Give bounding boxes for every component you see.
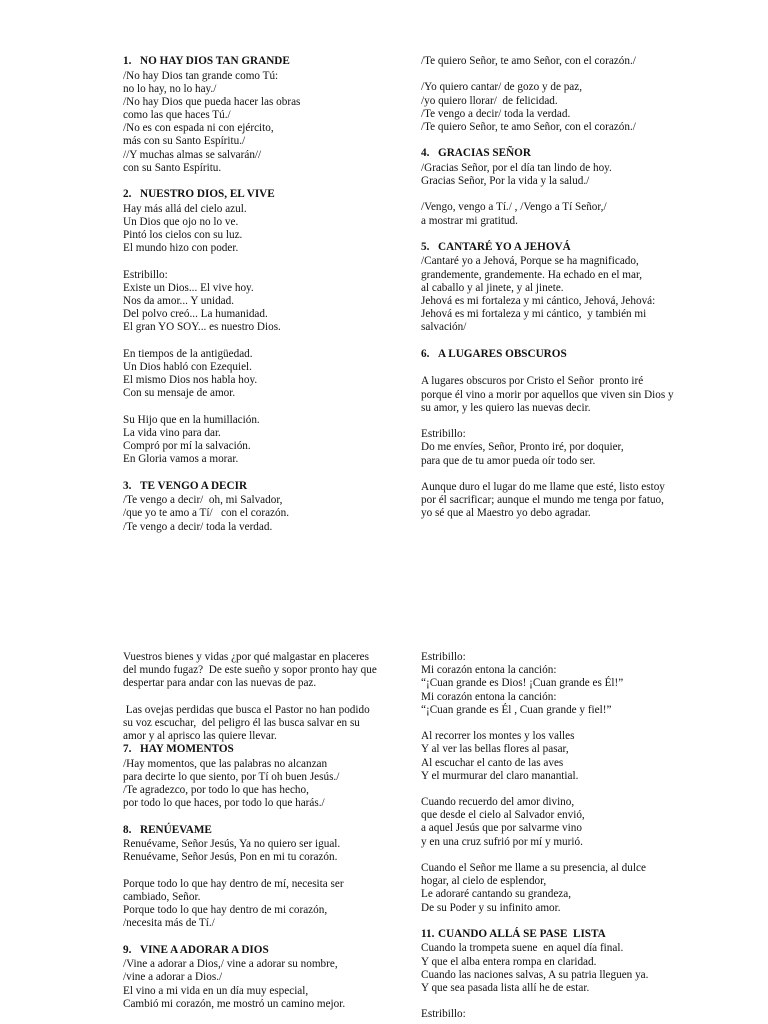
blank-line — [421, 134, 674, 147]
song-number: 11. — [421, 927, 435, 940]
lyric-line: como las que haces Tú./ — [123, 109, 231, 122]
lyric-line: por todo lo que haces, por todo lo que harás./ — [123, 797, 325, 810]
lyric-line: más con su Santo Espíritu./ — [123, 135, 246, 148]
lyric-line: El gran YO SOY... es nuestro Dios. — [123, 321, 281, 334]
lyric-line: /No hay Dios tan grande como Tú: — [123, 69, 279, 82]
song-title: NUESTRO DIOS, EL VIVE — [140, 188, 275, 201]
lyric-line: //Y muchas almas se salvarán// — [123, 148, 262, 161]
lyric-line: Jehová es mi fortaleza y mi cántico, Jehová, Jehová: — [421, 295, 656, 307]
blank-line — [421, 335, 674, 348]
lyric-line: /que yo te amo a Tí/ con el corazón. — [123, 507, 289, 520]
song-number: 3. — [123, 479, 132, 492]
lyric-line: que desde el cielo al Salvador envió, — [421, 809, 585, 822]
blank-line — [123, 466, 300, 479]
lyric-line: Porque todo lo que hay dentro de mí, necesita ser — [123, 877, 344, 890]
lyric-line: Cuando las naciones salvas, A su patria lleguen ya. — [421, 968, 649, 981]
song-number: 4. — [421, 147, 430, 160]
lyric-line: Con su mensaje de amor. — [123, 387, 236, 400]
lyric-line: El mundo hizo con poder. — [123, 242, 239, 255]
lyric-line: /Hay momentos, que las palabras no alcanzan — [123, 757, 328, 770]
lyric-line: En Gloria vamos a morar. — [123, 453, 239, 466]
column-top-right — [421, 55, 674, 521]
lyric-line: /No es con espada ni con ejército, — [123, 122, 274, 135]
lyric-line: Mi corazón entona la canción: — [421, 664, 557, 677]
lyric-line: El vino a mi vida en un día muy especial, — [123, 984, 309, 997]
song-title: NO HAY DIOS TAN GRANDE — [140, 55, 290, 67]
song-title: VINE A ADORAR A DIOS — [140, 943, 269, 956]
blank-line — [123, 865, 377, 878]
lyric-line: Existe un Dios... El vive hoy. — [123, 281, 254, 294]
song-number: 1. — [123, 55, 132, 67]
lyric-line: Estribillo: — [421, 1008, 466, 1021]
song-number: 8. — [123, 823, 132, 836]
lyric-line: para decirte lo que siento, por Tí oh buen Jesús./ — [123, 771, 340, 783]
lyric-line: a mostrar mi gratitud. — [421, 214, 518, 227]
song-number: 9. — [123, 943, 132, 956]
blank-line — [123, 175, 300, 188]
lyric-line: Nos da amor... Y unidad. — [123, 295, 235, 307]
lyric-line: /Te vengo a decir/ oh, mi Salvador, — [123, 494, 283, 507]
lyric-line: Compró por mí la salvación. — [123, 440, 251, 453]
lyric-line: grandemente, grandemente. Ha echado en el mar, — [421, 268, 643, 281]
song-number: 7. — [123, 743, 132, 756]
song-heading — [123, 824, 377, 839]
lyric-line: /Gracias Señor, por el día tan lindo de hoy. — [421, 161, 612, 174]
lyric-line: /Te agradezco, por todo lo que has hecho, — [123, 784, 309, 797]
lyric-line: /Vine a adorar a Dios,/ vine a adorar su nombre, — [123, 958, 338, 971]
lyric-line: Renuévame, Señor Jesús, Ya no quiero ser igual. — [123, 838, 341, 851]
lyric-line: Del polvo creó... La humanidad. — [123, 308, 268, 321]
blank-line — [421, 995, 648, 1008]
song-number: 2. — [123, 188, 132, 201]
lyric-line: Porque todo lo que hay dentro de mi corazón, — [123, 904, 328, 917]
song-title: CANTARÉ YO A JEHOVÁ — [438, 240, 571, 253]
lyric-line: despertar para andar con las nuevas de paz. — [123, 677, 317, 690]
lyric-line: El mismo Dios nos habla hoy. — [123, 374, 258, 387]
lyric-line: por él sacrificar; aunque el mundo me tenga por fatuo, — [421, 494, 664, 507]
song-heading — [123, 944, 377, 959]
blank-line — [421, 68, 674, 81]
lyric-line: Pintó los cielos con su luz. — [123, 229, 243, 242]
song-heading — [421, 241, 674, 256]
lyric-line: Al recorrer los montes y los valles — [421, 730, 575, 743]
lyric-line: /Cantaré yo a Jehová, Porque se ha magnificado, — [421, 255, 639, 268]
lyric-line: porque él vino a morir por aquellos que viven sin Dios y — [421, 388, 674, 401]
song-heading — [421, 928, 648, 943]
blank-line — [421, 849, 648, 862]
lyric-line: salvación/ — [421, 321, 467, 334]
lyric-line: /Te quiero Señor, te amo Señor, con el corazón./ — [421, 120, 636, 133]
blank-line — [123, 335, 300, 348]
blank-line — [123, 811, 377, 824]
lyric-line: Cuando el Señor me llame a su presencia, al dulce — [421, 862, 646, 874]
lyric-line: hogar, al cielo de esplendor, — [421, 875, 547, 888]
lyric-line: /necesita más de Tí./ — [123, 917, 215, 930]
lyric-line: Cambió mi corazón, me mostró un camino mejor. — [123, 997, 346, 1010]
song-title: A LUGARES OBSCUROS — [438, 347, 567, 360]
lyric-line: Su Hijo que en la humillación. — [123, 413, 260, 426]
lyric-line: /Te vengo a decir/ toda la verdad. — [421, 107, 571, 120]
column-bottom-right — [421, 651, 648, 1022]
lyric-line: En tiempos de la antigüedad. — [123, 347, 253, 360]
lyric-line: /Yo quiero cantar/ de gozo y de paz, — [421, 81, 583, 94]
blank-line — [421, 415, 674, 428]
song-heading — [123, 188, 300, 203]
lyric-line: yo sé que al Maestro yo debo agradar. — [421, 507, 591, 520]
lyric-line: “¡Cuan grande es Él , Cuan grande y fiel!” — [421, 703, 612, 716]
lyric-line: “¡Cuan grande es Dios! ¡Cuan grande es Él!” — [421, 677, 624, 690]
song-title: TE VENGO A DECIR — [140, 479, 248, 492]
blank-line — [123, 255, 300, 268]
lyric-line: /vine a adorar a Dios./ — [123, 971, 223, 984]
lyric-line: al caballo y al jinete, y al jinete. — [421, 281, 564, 294]
lyric-line: Jehová es mi fortaleza y mi cántico, y también mi — [421, 308, 647, 321]
lyric-line: Aunque duro el lugar do me llame que esté, listo estoy — [421, 480, 665, 493]
lyric-line: con su Santo Espíritu. — [123, 161, 222, 174]
lyric-line: Mi corazón entona la canción: — [421, 690, 557, 703]
lyric-line: Y al ver las bellas flores al pasar, — [421, 743, 569, 756]
lyric-line: Las ovejas perdidas que busca el Pastor no han podido — [123, 703, 370, 716]
lyric-line: Gracias Señor, Por la vida y la salud./ — [421, 175, 590, 187]
lyric-line: /yo quiero llorar/ de felicidad. — [421, 94, 558, 107]
blank-line — [421, 228, 674, 241]
lyric-line: Vuestros bienes y vidas ¿por qué malgastar en placeres — [123, 651, 369, 663]
lyric-line: De su Poder y su infinito amor. — [421, 901, 561, 914]
lyric-line: Al escuchar el canto de las aves — [421, 756, 564, 769]
lyric-line: La vida vino para dar. — [123, 426, 221, 439]
lyric-line: Y que el alba entera rompa en claridad. — [421, 955, 597, 968]
blank-line — [123, 401, 300, 414]
song-number: 6. — [421, 347, 430, 360]
lyric-line: Cuando la trompeta suene en aquel día final. — [421, 942, 624, 955]
lyric-line: /No hay Dios que pueda hacer las obras — [123, 95, 301, 108]
lyric-line: cambiado, Señor. — [123, 891, 201, 903]
lyric-line: para que de tu amor pueda oír todo ser. — [421, 454, 596, 467]
blank-line — [123, 931, 377, 944]
song-title: GRACIAS SEÑOR — [438, 147, 531, 160]
lyric-line: /Te quiero Señor, te amo Señor, con el corazón./ — [421, 55, 636, 67]
lyric-line: Le adoraré cantando su grandeza, — [421, 888, 572, 901]
lyric-line: Un Dios que ojo no lo ve. — [123, 215, 239, 228]
blank-line — [421, 717, 648, 730]
lyric-line: a aquel Jesús que por salvarme vino — [421, 822, 582, 835]
song-title: HAY MOMENTOS — [140, 743, 234, 756]
lyric-line: /Vengo, vengo a Tí./ , /Vengo a Tí Señor,/ — [421, 201, 607, 214]
column-bottom-left — [123, 651, 377, 1011]
blank-line — [421, 188, 674, 201]
blank-line — [421, 468, 674, 481]
song-title: RENÚEVAME — [140, 823, 212, 836]
blank-line — [123, 691, 377, 704]
lyric-line: Estribillo: — [123, 268, 168, 281]
lyric-line: su voz escuchar, del peligro él las busca salvar en su — [123, 716, 360, 729]
lyric-line: Y que sea pasada lista allí he de estar. — [421, 982, 590, 994]
lyric-line: Cuando recuerdo del amor divino, — [421, 796, 575, 809]
lyric-line: Estribillo: — [421, 651, 466, 663]
lyric-line: Y el murmurar del claro manantial. — [421, 769, 579, 782]
lyric-line: Renuévame, Señor Jesús, Pon en mi tu corazón. — [123, 851, 338, 864]
lyric-line: A lugares obscuros por Cristo el Señor pronto iré — [421, 375, 644, 388]
lyric-line: su amor, y les quiero las nuevas decir. — [421, 401, 591, 414]
song-heading — [421, 348, 674, 363]
blank-line — [421, 362, 674, 375]
lyric-line: y en una cruz sufrió por mí y murió. — [421, 835, 583, 848]
lyric-line: Hay más allá del cielo azul. — [123, 202, 247, 215]
blank-line — [421, 915, 648, 928]
song-heading — [123, 743, 377, 758]
lyric-line: Do me envíes, Señor, Pronto iré, por doquier, — [421, 441, 624, 454]
song-heading — [421, 147, 674, 162]
lyric-line: /Te vengo a decir/ toda la verdad. — [123, 520, 273, 533]
lyric-line: no lo hay, no lo hay./ — [123, 82, 217, 95]
song-heading — [123, 55, 300, 70]
lyric-line: Estribillo: — [421, 428, 466, 441]
song-number: 5. — [421, 240, 430, 253]
song-title: CUANDO ALLÁ SE PASE LISTA — [438, 927, 606, 940]
lyric-line: amor y al aprisco las quiere llevar. — [123, 730, 277, 743]
blank-line — [421, 783, 648, 796]
column-top-left — [123, 55, 300, 534]
lyric-line: Un Dios habló con Ezequiel. — [123, 360, 252, 373]
lyric-line: del mundo fugaz? De este sueño y sopor pronto hay que — [123, 664, 377, 677]
song-heading — [123, 480, 300, 495]
